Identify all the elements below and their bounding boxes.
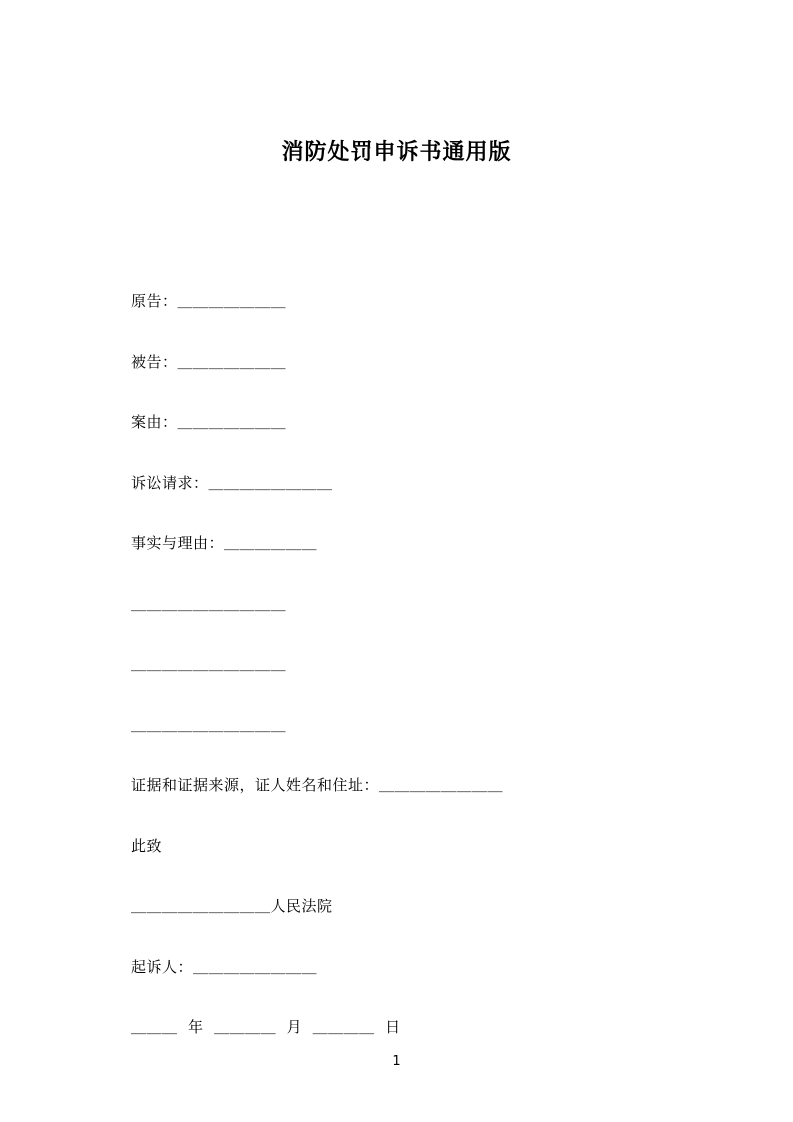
field-facts-blank-line-2: ＿＿＿＿＿＿＿＿＿＿ (131, 655, 287, 673)
field-facts-reasons: 事实与理由：＿＿＿＿＿＿ (131, 534, 318, 552)
field-defendant: 被告：＿＿＿＿＿＿＿ (131, 352, 287, 371)
page-title: 消防处罚申诉书通用版 (281, 140, 512, 165)
page-number: 1 (392, 1054, 401, 1069)
closing-salutation: 此致 (131, 836, 163, 855)
field-date: ＿＿＿ 年 ＿＿＿＿ 月 ＿＿＿＿ 日 (131, 1018, 401, 1036)
field-claims: 诉讼请求：＿＿＿＿＿＿＿＿ (131, 473, 333, 492)
field-evidence-sources: 证据和证据来源，证人姓名和住址：＿＿＿＿＿＿＿＿ (131, 776, 504, 794)
document-body (131, 290, 671, 1077)
field-petitioner: 起诉人：＿＿＿＿＿＿＿＿ (131, 957, 318, 976)
field-facts-blank-line-1: ＿＿＿＿＿＿＿＿＿＿ (131, 594, 287, 613)
field-facts-blank-line-3: ＿＿＿＿＿＿＿＿＿＿ (131, 715, 287, 734)
field-plaintiff: 原告：＿＿＿＿＿＿＿ (131, 292, 287, 310)
field-case-cause: 案由：＿＿＿＿＿＿＿ (131, 413, 287, 431)
field-court-name: ＿＿＿＿＿＿＿＿＿人民法院 (131, 897, 333, 915)
